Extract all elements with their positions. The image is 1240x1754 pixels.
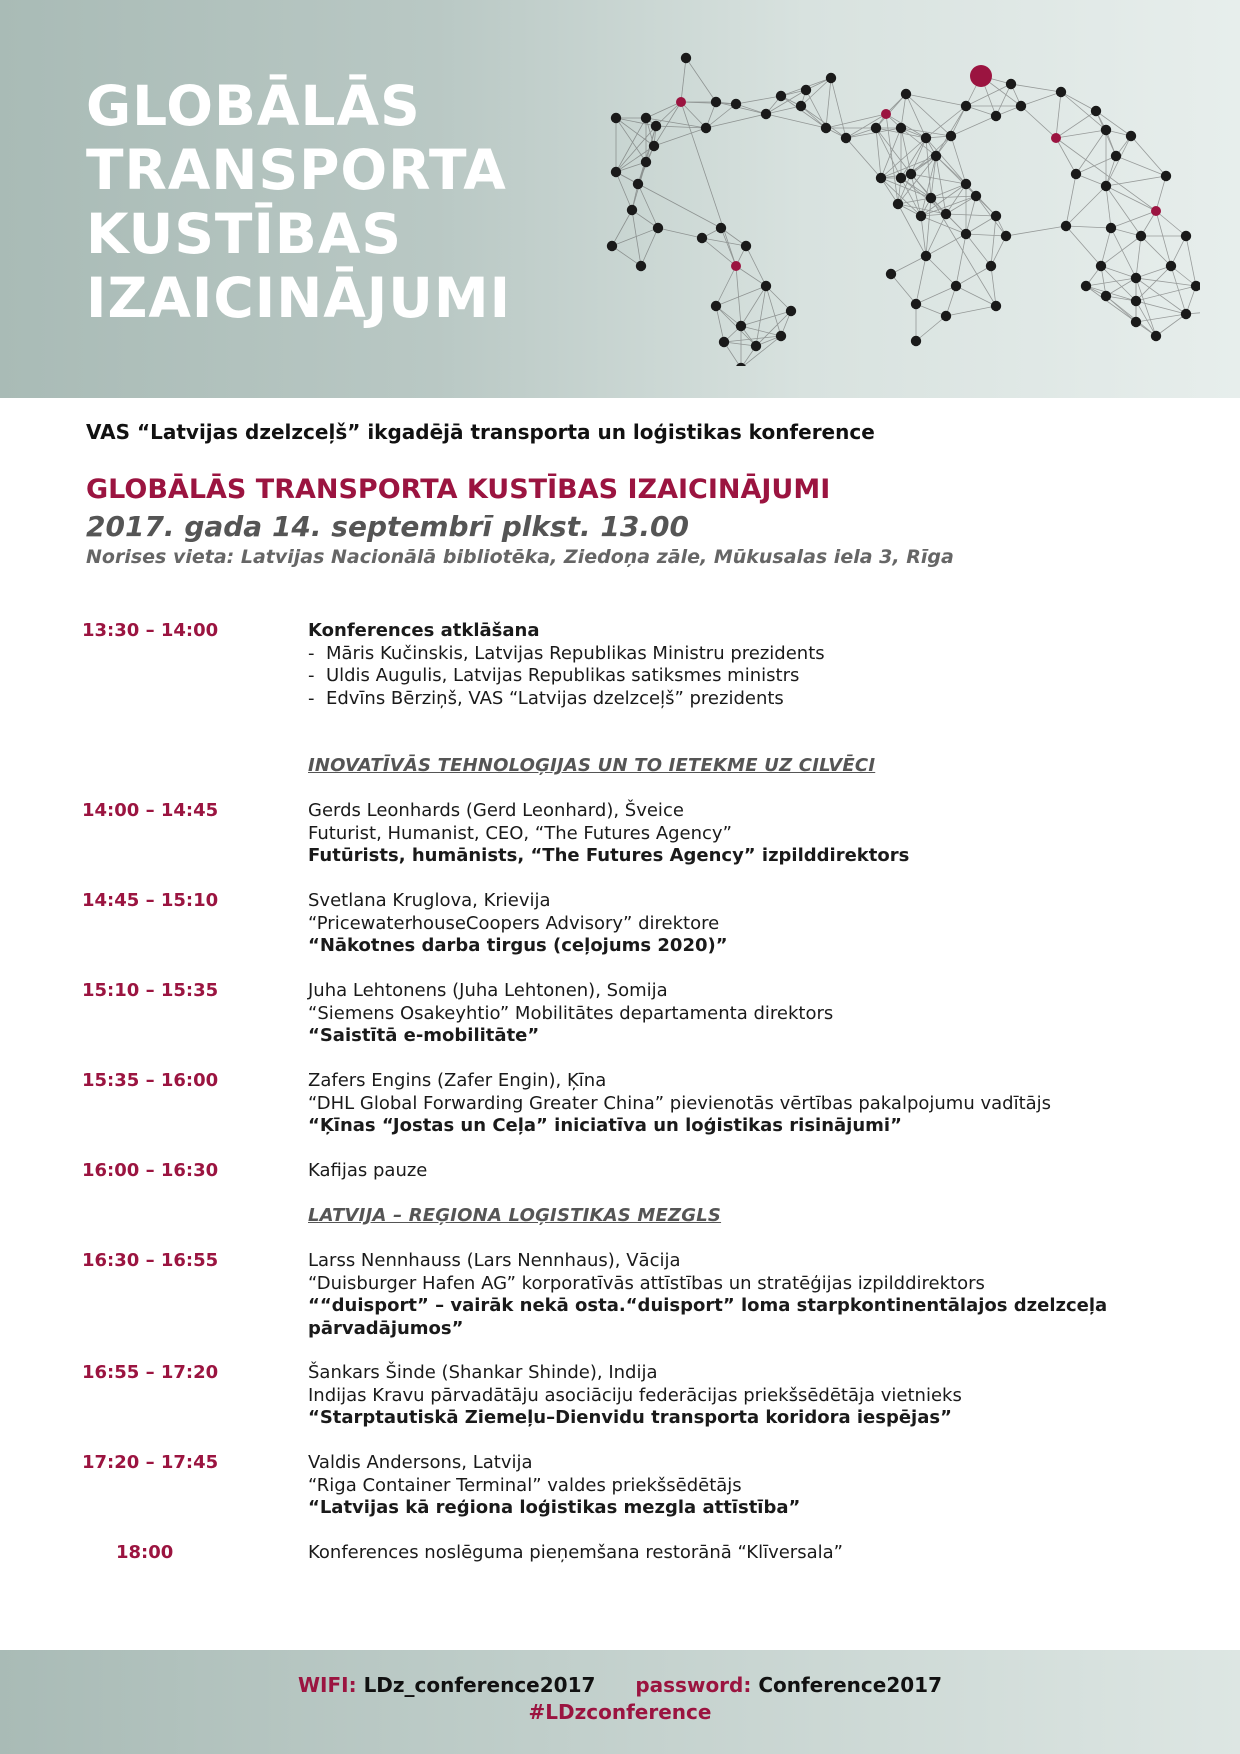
network-node (911, 336, 921, 346)
network-node-highlight (676, 97, 686, 107)
network-node (1101, 181, 1111, 191)
speaker-name: Svetlana Kruglova, Krievija (308, 890, 551, 911)
network-link (1106, 186, 1156, 211)
world-network-illustration (600, 36, 1200, 366)
network-link (926, 234, 966, 256)
network-node (751, 341, 761, 351)
agenda-row (0, 1070, 1240, 1160)
network-node (1161, 171, 1171, 181)
network-node (761, 281, 771, 291)
network-link (946, 184, 966, 214)
network-link (991, 216, 996, 266)
network-node (607, 241, 617, 251)
network-node (991, 111, 1001, 121)
network-node (627, 205, 637, 215)
network-node-highlight (1151, 206, 1161, 216)
network-link (1061, 92, 1096, 111)
hero-title (86, 74, 511, 330)
network-node (1181, 231, 1191, 241)
network-node (911, 299, 921, 309)
network-node (893, 199, 903, 209)
network-node (653, 223, 663, 233)
network-node (926, 193, 936, 203)
network-link (658, 228, 702, 238)
network-node (731, 99, 741, 109)
network-link (916, 316, 946, 341)
speaker-role: “Riga Container Terminal” valdes priekšsēdētājs (308, 1474, 742, 1496)
network-node (941, 209, 951, 219)
network-link (916, 256, 926, 304)
network-node (736, 321, 746, 331)
talk-topic: “Nākotnes darba tirgus (ceļojums 2020)” (308, 935, 728, 956)
conference-date: 2017. gada 14. septembrī plkst. 13.00 (86, 510, 689, 543)
agenda-row (0, 1542, 1240, 1582)
network-link (966, 234, 991, 266)
speaker-name: Valdis Andersons, Latvija (308, 1452, 533, 1473)
network-node (1131, 296, 1141, 306)
agenda-row (0, 1452, 1240, 1542)
network-link (1056, 138, 1076, 174)
wifi-network-name: LDz_conference2017 (363, 1673, 596, 1697)
network-node (961, 229, 971, 239)
network-node (1131, 317, 1141, 327)
network-node (801, 85, 811, 95)
agenda-list-item: - Edvīns Bērziņš, VAS “Latvijas dzelzceļš” prezidents (308, 688, 1148, 711)
network-link (1136, 286, 1196, 301)
agenda-body (308, 800, 1148, 868)
network-link (616, 172, 632, 210)
network-node (1081, 281, 1091, 291)
network-node (901, 89, 911, 99)
network-link (1021, 92, 1061, 106)
network-node (1136, 231, 1146, 241)
header-banner (0, 0, 1240, 398)
network-node (711, 301, 721, 311)
network-link (921, 216, 926, 256)
network-link (1066, 226, 1101, 266)
wifi-password: Conference2017 (758, 1673, 942, 1697)
speaker-name: Larss Nennhauss (Lars Nennhaus), Vācija (308, 1250, 681, 1271)
network-node (916, 211, 926, 221)
network-link (1056, 130, 1106, 138)
network-node (951, 281, 961, 291)
speaker-role: “PricewaterhouseCoopers Advisory” direktore (308, 912, 720, 934)
network-node (921, 133, 931, 143)
hero-title-line: IZAICINĀJUMI (86, 266, 512, 330)
network-link (654, 128, 706, 146)
network-link (916, 286, 956, 304)
network-node (971, 191, 981, 201)
network-link (1066, 226, 1111, 228)
network-node (991, 301, 1001, 311)
network-link (616, 172, 721, 228)
section-header (0, 1205, 1240, 1250)
network-node-highlight (881, 109, 891, 119)
network-link (612, 246, 641, 266)
agenda-body (308, 980, 1148, 1048)
network-link (616, 118, 646, 162)
agenda-time: 15:35 – 16:00 (82, 1070, 219, 1091)
network-link (1011, 84, 1061, 92)
network-node (786, 306, 796, 316)
speaker-name: Zafers Engins (Zafer Engin), Ķīna (308, 1070, 607, 1091)
network-node (961, 179, 971, 189)
section-title: LATVIJA – REĢIONA LOĢISTIKAS MEZGLS (308, 1205, 722, 1226)
network-link (1136, 301, 1186, 314)
agenda-row (0, 800, 1240, 890)
wifi-label: WIFI: (297, 1673, 357, 1697)
speaker-name: Gerds Leonhards (Gerd Leonhard), Šveice (308, 800, 684, 821)
network-node (776, 91, 786, 101)
network-node (1191, 281, 1200, 291)
network-node (826, 73, 836, 83)
network-link (1136, 236, 1141, 278)
network-link (931, 184, 966, 198)
wifi-info (0, 1673, 1240, 1697)
network-node (961, 101, 971, 111)
network-node (1061, 221, 1071, 231)
speaker-name: Šankars Šinde (Shankar Shinde), Indija (308, 1362, 658, 1383)
agenda-time: 17:20 – 17:45 (82, 1452, 219, 1473)
network-node (1181, 309, 1191, 319)
agenda-row (0, 980, 1240, 1070)
network-node (796, 101, 806, 111)
section-title: INOVATĪVĀS TEHNOLOĢIJAS UN TO IETEKME UZ CILVĒCI (308, 755, 876, 776)
network-link (1156, 211, 1186, 236)
talk-topic: Futūrists, humānists, “The Futures Agency” izpilddirektors (308, 845, 910, 866)
network-node (649, 141, 659, 151)
network-link (1056, 111, 1096, 138)
network-node (641, 113, 651, 123)
agenda-list-item: - Uldis Augulis, Latvijas Republikas satiksmes ministrs (308, 665, 1148, 688)
network-node (681, 53, 691, 63)
network-link (1006, 226, 1066, 236)
network-node (1166, 261, 1176, 271)
agenda-body (308, 1160, 1148, 1183)
network-link (846, 138, 881, 178)
agenda-time: 16:00 – 16:30 (82, 1160, 219, 1181)
network-node (716, 223, 726, 233)
network-node (1131, 273, 1141, 283)
agenda-body (308, 1250, 1148, 1340)
network-link (1116, 156, 1166, 176)
network-link (1056, 92, 1061, 138)
agenda-time: 16:30 – 16:55 (82, 1250, 219, 1271)
network-link (1136, 314, 1186, 322)
network-link (966, 234, 1006, 236)
speaker-role: “DHL Global Forwarding Greater China” pievienotās vērtības pakalpojumu vadītājs (308, 1092, 1052, 1114)
network-link (1101, 228, 1111, 266)
speaker-name: Konferences noslēguma pieņemšana restorānā “Klīversala” (308, 1542, 843, 1563)
network-link (781, 96, 826, 128)
network-link (1066, 174, 1076, 226)
network-node (1151, 331, 1161, 341)
network-node (886, 269, 896, 279)
network-link (746, 246, 766, 286)
agenda-row (0, 620, 1240, 755)
network-node (636, 261, 646, 271)
agenda-time: 15:10 – 15:35 (82, 980, 219, 1001)
network-link (1086, 278, 1136, 286)
network-node (761, 109, 771, 119)
network-link (1136, 266, 1171, 278)
network-node-highlight (731, 261, 741, 271)
agenda-time: 18:00 (116, 1542, 174, 1563)
network-node (906, 169, 916, 179)
network-node (776, 331, 786, 341)
network-link (1106, 136, 1131, 186)
network-node (1071, 169, 1081, 179)
network-link (926, 106, 966, 138)
speaker-role: “Siemens Osakeyhtio” Mobilitātes departamenta direktors (308, 1002, 834, 1024)
network-link (766, 114, 826, 128)
network-link (702, 238, 746, 246)
network-node (941, 311, 951, 321)
talk-topic: “Saistītā e-mobilitāte” (308, 1025, 540, 1046)
network-node (946, 131, 956, 141)
agenda-time: 14:00 – 14:45 (82, 800, 219, 821)
network-node (871, 123, 881, 133)
hero-title-line: TRANSPORTA (86, 138, 507, 202)
hero-title-line: GLOBĀLĀS (86, 74, 421, 138)
network-node (1016, 101, 1026, 111)
network-node (641, 157, 651, 167)
network-link (716, 286, 766, 306)
network-link (1156, 314, 1186, 336)
network-link (931, 156, 936, 198)
network-link (1066, 186, 1106, 226)
agenda-row (0, 890, 1240, 980)
network-link (1101, 236, 1141, 266)
network-link (1021, 106, 1056, 138)
agenda-time: 16:55 – 17:20 (82, 1362, 219, 1383)
network-link (1131, 136, 1166, 176)
talk-topic: “Starptautiskā Ziemeļu–Dienvidu transporta koridora iespējas” (308, 1407, 952, 1428)
network-link (1156, 176, 1166, 211)
network-node-highlight (1051, 133, 1061, 143)
agenda-title: Konferences atklāšana (308, 620, 540, 641)
network-link (826, 78, 831, 128)
network-node (1056, 87, 1066, 97)
agenda-list-item: - Māris Kučinskis, Latvijas Republikas Ministru prezidents (308, 643, 1148, 666)
network-link (716, 266, 736, 306)
section-header (0, 755, 1240, 800)
network-link (681, 58, 686, 102)
network-node (896, 123, 906, 133)
talk-topic: “Ķīnas “Jostas un Ceļa” iniciatīva un loģistikas risinājumi” (308, 1115, 902, 1136)
agenda (0, 620, 1240, 1582)
hashtag: #LDzconference (528, 1700, 712, 1724)
network-node (697, 233, 707, 243)
network-link (991, 266, 996, 306)
network-node (1106, 223, 1116, 233)
network-link (906, 94, 966, 106)
talk-topic: ““duisport” – vairāk nekā osta.“duisport” loma starpkontinentālajos dzelzceļa pārvadājumos” (308, 1295, 1108, 1339)
agenda-body (308, 1362, 1148, 1430)
network-node-highlight (970, 65, 992, 87)
network-link (1136, 266, 1171, 301)
network-link (686, 58, 716, 102)
network-link (901, 178, 946, 214)
network-link (876, 128, 881, 178)
agenda-row (0, 1362, 1240, 1452)
network-node (711, 97, 721, 107)
agenda-body (308, 1452, 1148, 1520)
network-link (946, 306, 996, 316)
speaker-name: Kafijas pauze (308, 1160, 428, 1181)
network-node (1091, 106, 1101, 116)
agenda-body (308, 890, 1148, 958)
agenda-time: 13:30 – 14:00 (82, 620, 219, 641)
network-node (1101, 125, 1111, 135)
network-link (911, 174, 966, 184)
agenda-time: 14:45 – 15:10 (82, 890, 219, 911)
speaker-role: Futurist, Humanist, CEO, “The Futures Agency” (308, 822, 732, 844)
network-node (991, 211, 1001, 221)
network-link (891, 256, 926, 274)
network-node (719, 337, 729, 347)
network-node (1006, 79, 1016, 89)
network-node (1126, 131, 1136, 141)
agenda-body (308, 1542, 1148, 1565)
network-link (1156, 211, 1171, 266)
agenda-body (308, 1070, 1148, 1138)
network-node (611, 113, 621, 123)
conference-venue: Norises vieta: Latvijas Nacionālā bibliotēka, Ziedoņa zāle, Mūkusalas iela 3, Rīga (86, 546, 954, 568)
agenda-body (308, 620, 1148, 710)
network-node (1096, 261, 1106, 271)
network-node (931, 151, 941, 161)
network-node (821, 123, 831, 133)
footer-banner (0, 1650, 1240, 1754)
network-node (986, 261, 996, 271)
network-node (1101, 291, 1111, 301)
network-link (1186, 236, 1196, 286)
speaker-role: Indijas Kravu pārvadātāju asociāciju federācijas priekšsēdētāja vietnieks (308, 1384, 962, 1406)
password-label: password: (635, 1673, 752, 1697)
network-node (896, 173, 906, 183)
network-node (611, 167, 621, 177)
network-node (921, 251, 931, 261)
network-node (701, 123, 711, 133)
network-node (1111, 151, 1121, 161)
network-link (1086, 286, 1136, 322)
speaker-role: “Duisburger Hafen AG” korporatīvās attīstības un stratēģijas izpilddirektors (308, 1272, 985, 1294)
intro-text: VAS “Latvijas dzelzceļš” ikgadējā transporta un loģistikas konference (86, 420, 875, 444)
network-link (806, 90, 826, 128)
network-node (633, 179, 643, 189)
agenda-row (0, 1250, 1240, 1362)
network-node (841, 133, 851, 143)
network-node (1001, 231, 1011, 241)
network-node (651, 121, 661, 131)
network-link (736, 266, 766, 286)
agenda-row (0, 1160, 1240, 1205)
speaker-name: Juha Lehtonens (Juha Lehtonen), Somija (308, 980, 668, 1001)
hero-title-line: KUSTĪBAS (86, 202, 403, 266)
network-link (966, 216, 996, 234)
network-link (931, 196, 976, 198)
network-node (876, 173, 886, 183)
conference-title: GLOBĀLĀS TRANSPORTA KUSTĪBAS IZAICINĀJUMI (86, 474, 831, 505)
network-node (741, 241, 751, 251)
talk-topic: “Latvijas kā reģiona loģistikas mezgla attīstība” (308, 1497, 801, 1518)
network-link (891, 274, 916, 304)
network-link (926, 256, 956, 286)
network-link (612, 210, 632, 246)
network-link (736, 96, 781, 104)
